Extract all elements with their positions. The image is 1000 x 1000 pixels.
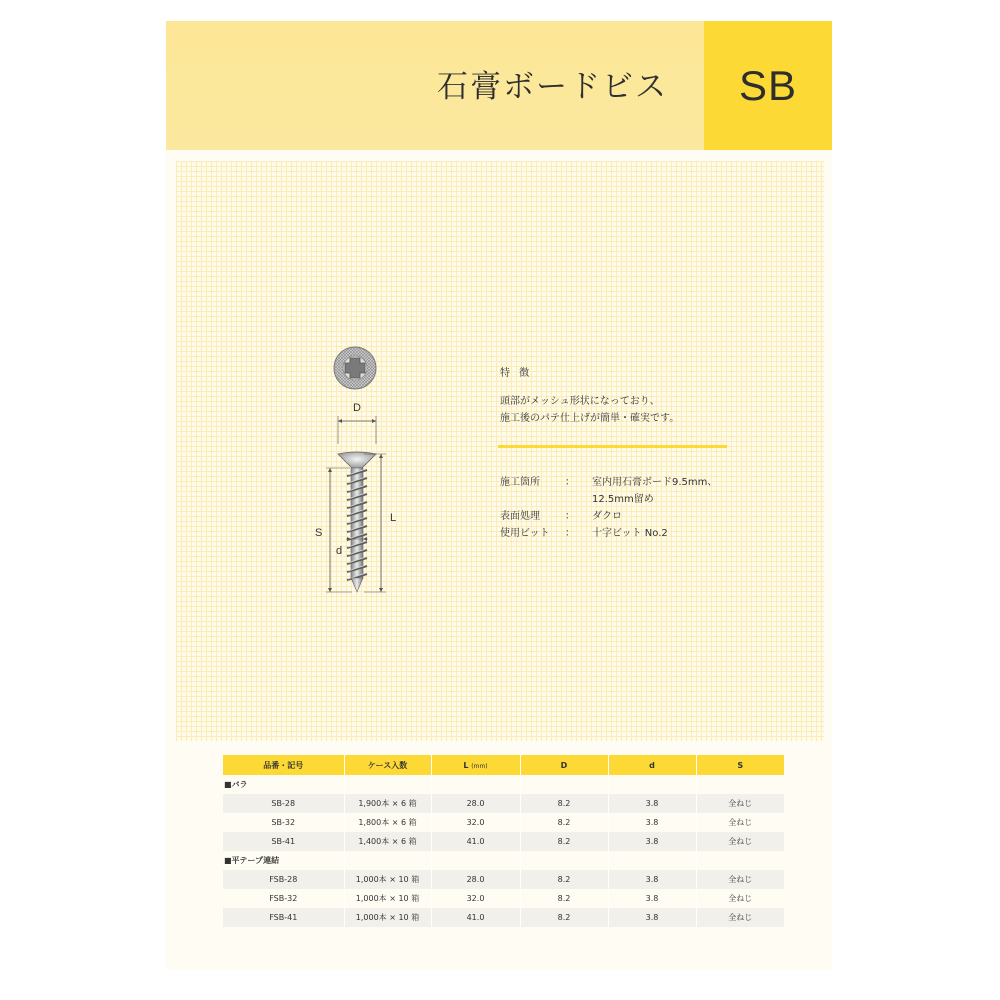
product-code-badge: SB <box>704 21 832 150</box>
feature-line: 頭部がメッシュ形状になっており、 <box>500 396 660 407</box>
table-cell: 1,800本 × 6 箱 <box>344 813 431 832</box>
table-cell: 32.0 <box>431 889 520 908</box>
table-cell: 32.0 <box>431 813 520 832</box>
table-group-row <box>223 851 784 870</box>
spec-key: 使用ビット <box>500 528 550 539</box>
page-title: 石膏ボードビス <box>437 69 668 105</box>
spec-row-location <box>500 474 772 508</box>
table-cell: 全ねじ <box>728 894 753 903</box>
table-row <box>223 813 784 832</box>
table-cell: 全ねじ <box>696 832 784 851</box>
spec-value: 十字ビット No.2 <box>592 528 668 539</box>
dimension-label-d: d <box>336 545 343 557</box>
table-cell: 3.8 <box>608 832 696 851</box>
table-cell: 28.0 <box>431 870 520 889</box>
table-row <box>223 832 784 851</box>
table-header-row <box>223 755 784 775</box>
group-label: ■平テープ連結 <box>223 851 344 870</box>
table-group-row <box>223 775 784 794</box>
table-cell: 8.2 <box>520 832 608 851</box>
features-section <box>500 364 740 427</box>
dimension-label-D: D <box>353 402 361 414</box>
table-cell: 1,000本 × 10 箱 <box>344 889 431 908</box>
spec-row-bit <box>500 525 772 542</box>
table-cell: SB-28 <box>223 794 344 813</box>
table-cell: 8.2 <box>520 813 608 832</box>
screw-head <box>338 452 376 468</box>
spec-value: 12.5mm留め <box>592 494 654 505</box>
spec-key: 施工箇所 <box>500 477 540 488</box>
col-header-case: ケース入数 <box>344 755 431 775</box>
screw-diagram <box>312 346 412 596</box>
table-cell: SB-32 <box>223 813 344 832</box>
screw-head-top-view <box>334 347 376 389</box>
divider <box>498 445 727 448</box>
table-cell: 41.0 <box>431 908 520 927</box>
specs-list <box>500 474 772 542</box>
col-header-code: 品番・記号 <box>223 755 344 775</box>
col-header-L: L (mm) <box>431 755 520 775</box>
spec-colon: ： <box>565 511 575 522</box>
table-cell: 全ねじ <box>696 870 784 889</box>
spec-colon: ： <box>565 528 575 539</box>
table-cell: 8.2 <box>520 794 608 813</box>
group-label: ■バラ <box>223 775 344 794</box>
table-cell: FSB-32 <box>223 889 344 908</box>
feature-line: 施工後のパテ仕上げが簡単・確実です。 <box>500 413 680 424</box>
dimension-label-S: S <box>315 527 323 539</box>
table-cell: FSB-28 <box>223 870 344 889</box>
table-cell: 3.8 <box>608 889 696 908</box>
table-cell: 3.8 <box>608 870 696 889</box>
spec-value: 室内用石膏ボード9.5mm、 <box>592 477 718 488</box>
table-cell: 8.2 <box>520 889 608 908</box>
table-row <box>223 870 784 889</box>
spec-row-surface <box>500 508 772 525</box>
table-cell: 3.8 <box>608 794 696 813</box>
spec-colon: ： <box>565 477 575 488</box>
dimension-label-L: L <box>390 512 397 524</box>
table-cell: 8.2 <box>520 870 608 889</box>
spec-value: ダクロ <box>592 511 622 522</box>
table-cell: 1,000本 × 10 箱 <box>344 870 431 889</box>
col-header-D: D <box>520 755 608 775</box>
table-cell: 全ねじ <box>696 794 784 813</box>
unit-label: (mm) <box>471 762 488 770</box>
header-banner <box>166 21 832 150</box>
table-cell: 1,900本 × 6 箱 <box>344 794 431 813</box>
spec-key: 表面処理 <box>500 511 540 522</box>
table-row <box>223 908 784 927</box>
table-cell: 1,400本 × 6 箱 <box>344 832 431 851</box>
table-cell: 3.8 <box>608 813 696 832</box>
table-cell: FSB-41 <box>223 908 344 927</box>
catalog-page <box>166 21 832 970</box>
table-cell: 8.2 <box>520 908 608 927</box>
table-cell: 28.0 <box>431 794 520 813</box>
table-cell: 41.0 <box>431 832 520 851</box>
table-cell: 全ねじ <box>728 818 753 827</box>
table-cell: 1,000本 × 10 箱 <box>344 908 431 927</box>
col-header-d: d <box>608 755 696 775</box>
spec-table <box>223 755 784 927</box>
col-header-S: S <box>696 755 784 775</box>
table-cell: 全ねじ <box>696 908 784 927</box>
table-cell: SB-41 <box>223 832 344 851</box>
table-row <box>223 889 784 908</box>
table-row <box>223 794 784 813</box>
table-cell: 3.8 <box>608 908 696 927</box>
features-title: 特 徴 <box>500 368 533 379</box>
